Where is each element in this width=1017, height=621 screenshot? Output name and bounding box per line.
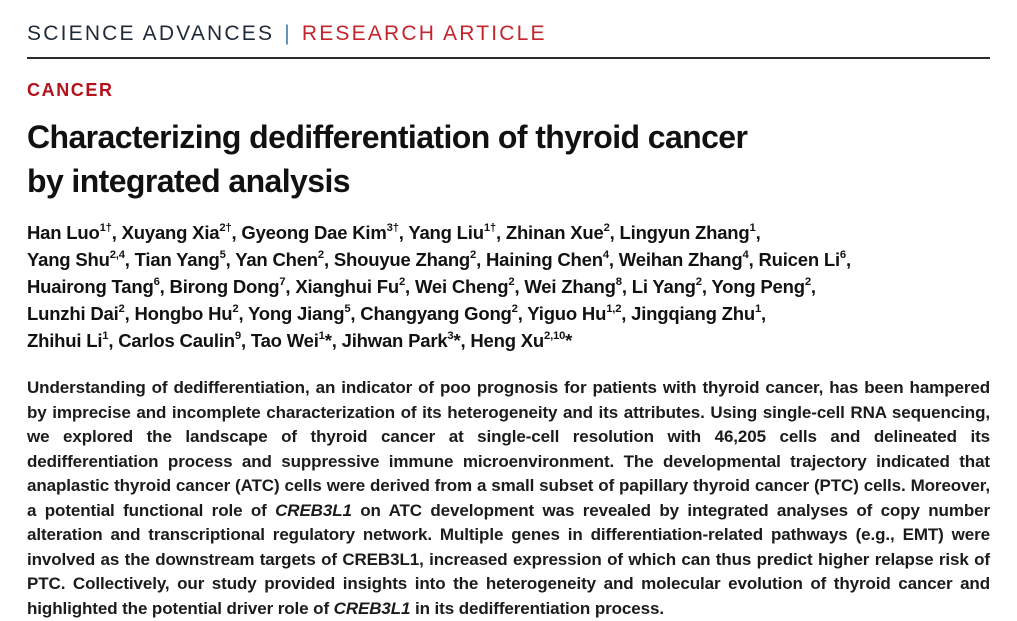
author-affiliation-sup: 2 [470, 248, 477, 261]
author-affiliation-sup: 1,2 [606, 302, 622, 315]
author-affiliation-sup: 2 [317, 248, 324, 261]
author-affiliation-sup: 5 [344, 302, 351, 315]
gene-symbol-italic: CREB3L1 [333, 598, 411, 618]
article-title [27, 115, 990, 203]
author-affiliation-sup: 8 [615, 275, 622, 288]
author-affiliation-sup: 1 [318, 329, 325, 342]
author-affiliation-sup: 2 [118, 302, 125, 315]
gene-symbol-italic: CREB3L1 [275, 500, 352, 520]
author-affiliation-sup: 2,4 [109, 248, 125, 261]
author-affiliation-sup: 1 [749, 221, 756, 234]
article-title-line1: Characterizing dedifferentiation of thyroid cancer [27, 119, 748, 155]
author-affiliation-sup: 1† [99, 221, 112, 234]
author-affiliation-sup: 5 [219, 248, 226, 261]
article-type-label: RESEARCH ARTICLE [301, 22, 547, 45]
author-affiliation-sup: 2 [398, 275, 406, 288]
author-affiliation-sup: 1 [102, 329, 109, 342]
journal-header [27, 18, 990, 46]
author-affiliation-sup: 4 [602, 248, 609, 261]
author-list: Han Luo$^{1\dagger}$, Xuyang Xia$^{2\dagger}$, Gyeong Dae Kim$^{3\dagger}$, Yang Liu$^{1\dagger}$, Zhinan Xue$^2$, Lingyun Zhang$^1$, Yang Shu$^{2,4}$, Tian Yang$^5$, Yan Chen$^2$, Shouyue Zhang$^2$, Haining Chen$^4$, Weihan Zhang$^4$, Ruicen Li$^6$, Huairong Tang$^6$, Birong Dong$^7$, Xianghui Fu$^2$, Wei Cheng$^2$, Wei Zhang$^8$, Li Yang$^2$, Yong Peng$^2$, Lunzhi Dai$^2$, Hongbo Hu$^2$, Yong Jiang$^5$, Changyang Gong$^2$, Yiguo Hu$^{1,2}$, Jingqiang Zhu$^1$, Zhihui Li$^1$, Carlos Caulin$^9$, Tao Wei$^1$*, Jihwan Park$^3$*, Heng Xu$^{2,10}$* [27, 221, 851, 351]
header-rule [27, 57, 990, 59]
author-affiliation-sup: 1† [483, 221, 496, 234]
author-affiliation-sup: 3† [386, 221, 399, 234]
author-affiliation-sup: 7 [279, 275, 286, 288]
author-affiliation-sup: 2 [232, 302, 239, 315]
journal-name: SCIENCE ADVANCES [27, 22, 275, 45]
author-affiliation-sup: 6 [153, 275, 160, 288]
author-affiliation-sup: 2† [219, 221, 232, 234]
author-affiliation-sup: 2 [804, 275, 811, 288]
author-affiliation-sup: 2 [695, 275, 702, 288]
abstract-text-run: in its dedifferentiation process. [410, 598, 664, 618]
abstract [27, 376, 990, 621]
author-affiliation-sup: 2 [508, 275, 515, 288]
author-affiliation-sup: 2 [603, 221, 610, 234]
author-affiliation-sup: 9 [234, 329, 241, 342]
author-affiliation-sup: 2,10 [544, 329, 566, 342]
author-affiliation-sup: 6 [839, 248, 846, 261]
author-affiliation-sup: 1 [754, 302, 762, 315]
author-affiliation-sup: 3 [447, 329, 454, 342]
section-label: CANCER [27, 80, 114, 100]
header-separator: | [284, 22, 292, 45]
article-title-line2: by integrated analysis [27, 163, 350, 199]
author-affiliation-sup: 4 [742, 248, 749, 261]
abstract-text-run: on ATC development was revealed by integrated analyses of copy number alteration and transcriptional regulatory network. Multiple genes in differentiation-related pathways (e.g., EMT) were involved as the downstream targets of CREB3L1, increased expression of which can thus predict higher relapse risk of PTC. Collectively, our study provided insights into the heterogeneity and molecular evolution of thyroid cancer and highlighted the potential driver role of [27, 500, 990, 618]
abstract-text-run: Understanding of dedifferentiation, an indicator of poo prognosis for patients with thyroid cancer, has been hampered by imprecise and incomplete characterization of its heterogeneity and its attributes. Using single-cell RNA sequencing, we explored the landscape of thyroid cancer at single-cell resolution with 46,205 cells and delineated its dedifferentiation process and suppressive immune microenvironment. The developmental trajectory indicated that anaplastic thyroid cancer (ATC) cells were derived from a small subset of papillary thyroid cancer (PTC) cells. Moreover, a potential functional role of [27, 378, 990, 520]
author-affiliation-sup: 2 [511, 302, 518, 315]
